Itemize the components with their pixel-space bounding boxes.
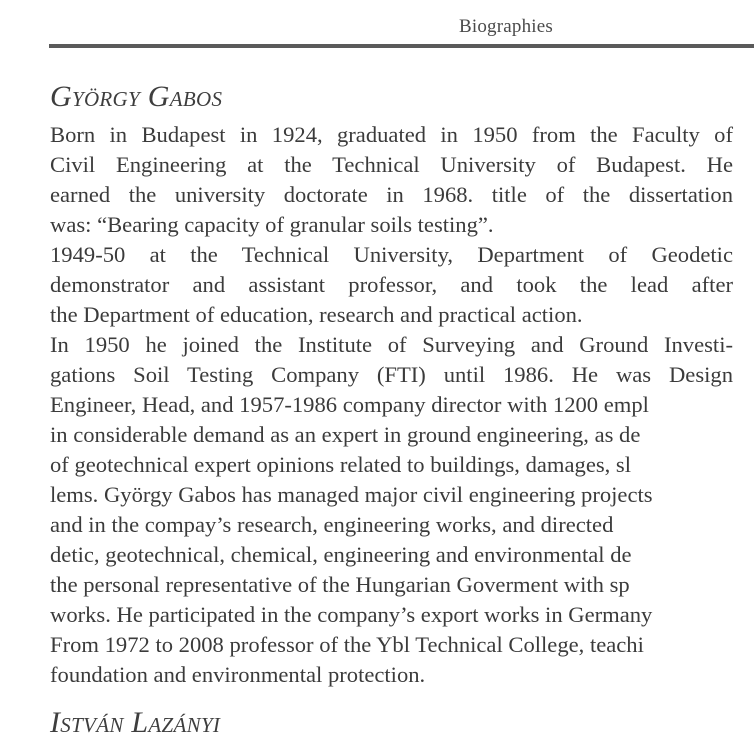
bio-line: of geotechnical expert opinions related to buildings, damages, sl bbox=[50, 452, 632, 477]
biography-text-gabos bbox=[50, 120, 733, 690]
bio-line: In 1950 he joined the Institute of Surveying and Ground Investi- bbox=[50, 332, 733, 357]
running-header: Biographies bbox=[458, 16, 554, 37]
bio-line: in considerable demand as an expert in ground engineering, as de bbox=[50, 422, 641, 447]
bio-line: demonstrator and assistant professor, and took the lead after bbox=[50, 272, 733, 297]
header-rule bbox=[49, 44, 754, 48]
bio-line: 1949-50 at the Technical University, Department of Geodetic bbox=[50, 242, 733, 267]
bio-line: earned the university doctorate in 1968. title of the dissertation bbox=[50, 182, 733, 207]
bio-line: From 1972 to 2008 professor of the Ybl Technical College, teachi bbox=[50, 632, 644, 657]
bio-line: gations Soil Testing Company (FTI) until 1986. He was Design bbox=[50, 362, 733, 387]
bio-line: the personal representative of the Hungarian Goverment with sp bbox=[50, 572, 630, 597]
bio-line: Engineer, Head, and 1957-1986 company director with 1200 empl bbox=[50, 392, 649, 417]
bio-line: Civil Engineering at the Technical University of Budapest. He bbox=[50, 152, 733, 177]
bio-line: and in the compay’s research, engineering works, and directed bbox=[50, 512, 614, 537]
bio-line: was: “Bearing capacity of granular soils testing”. bbox=[50, 212, 494, 237]
bio-line: Born in Budapest in 1924, graduated in 1950 from the Faculty of bbox=[50, 122, 733, 147]
bio-line: the Department of education, research and practical action. bbox=[50, 302, 583, 327]
bio-line: detic, geotechnical, chemical, engineering and environmental de bbox=[50, 542, 632, 567]
bio-line: foundation and environmental protection. bbox=[50, 662, 426, 687]
bio-line: works. He participated in the company’s export works in Germany bbox=[50, 602, 653, 627]
biography-name-gabos: György Gabos bbox=[50, 80, 223, 113]
biography-name-lazanyi: István Lazányi bbox=[50, 706, 221, 739]
bio-line: lems. György Gabos has managed major civil engineering projects bbox=[50, 482, 653, 507]
